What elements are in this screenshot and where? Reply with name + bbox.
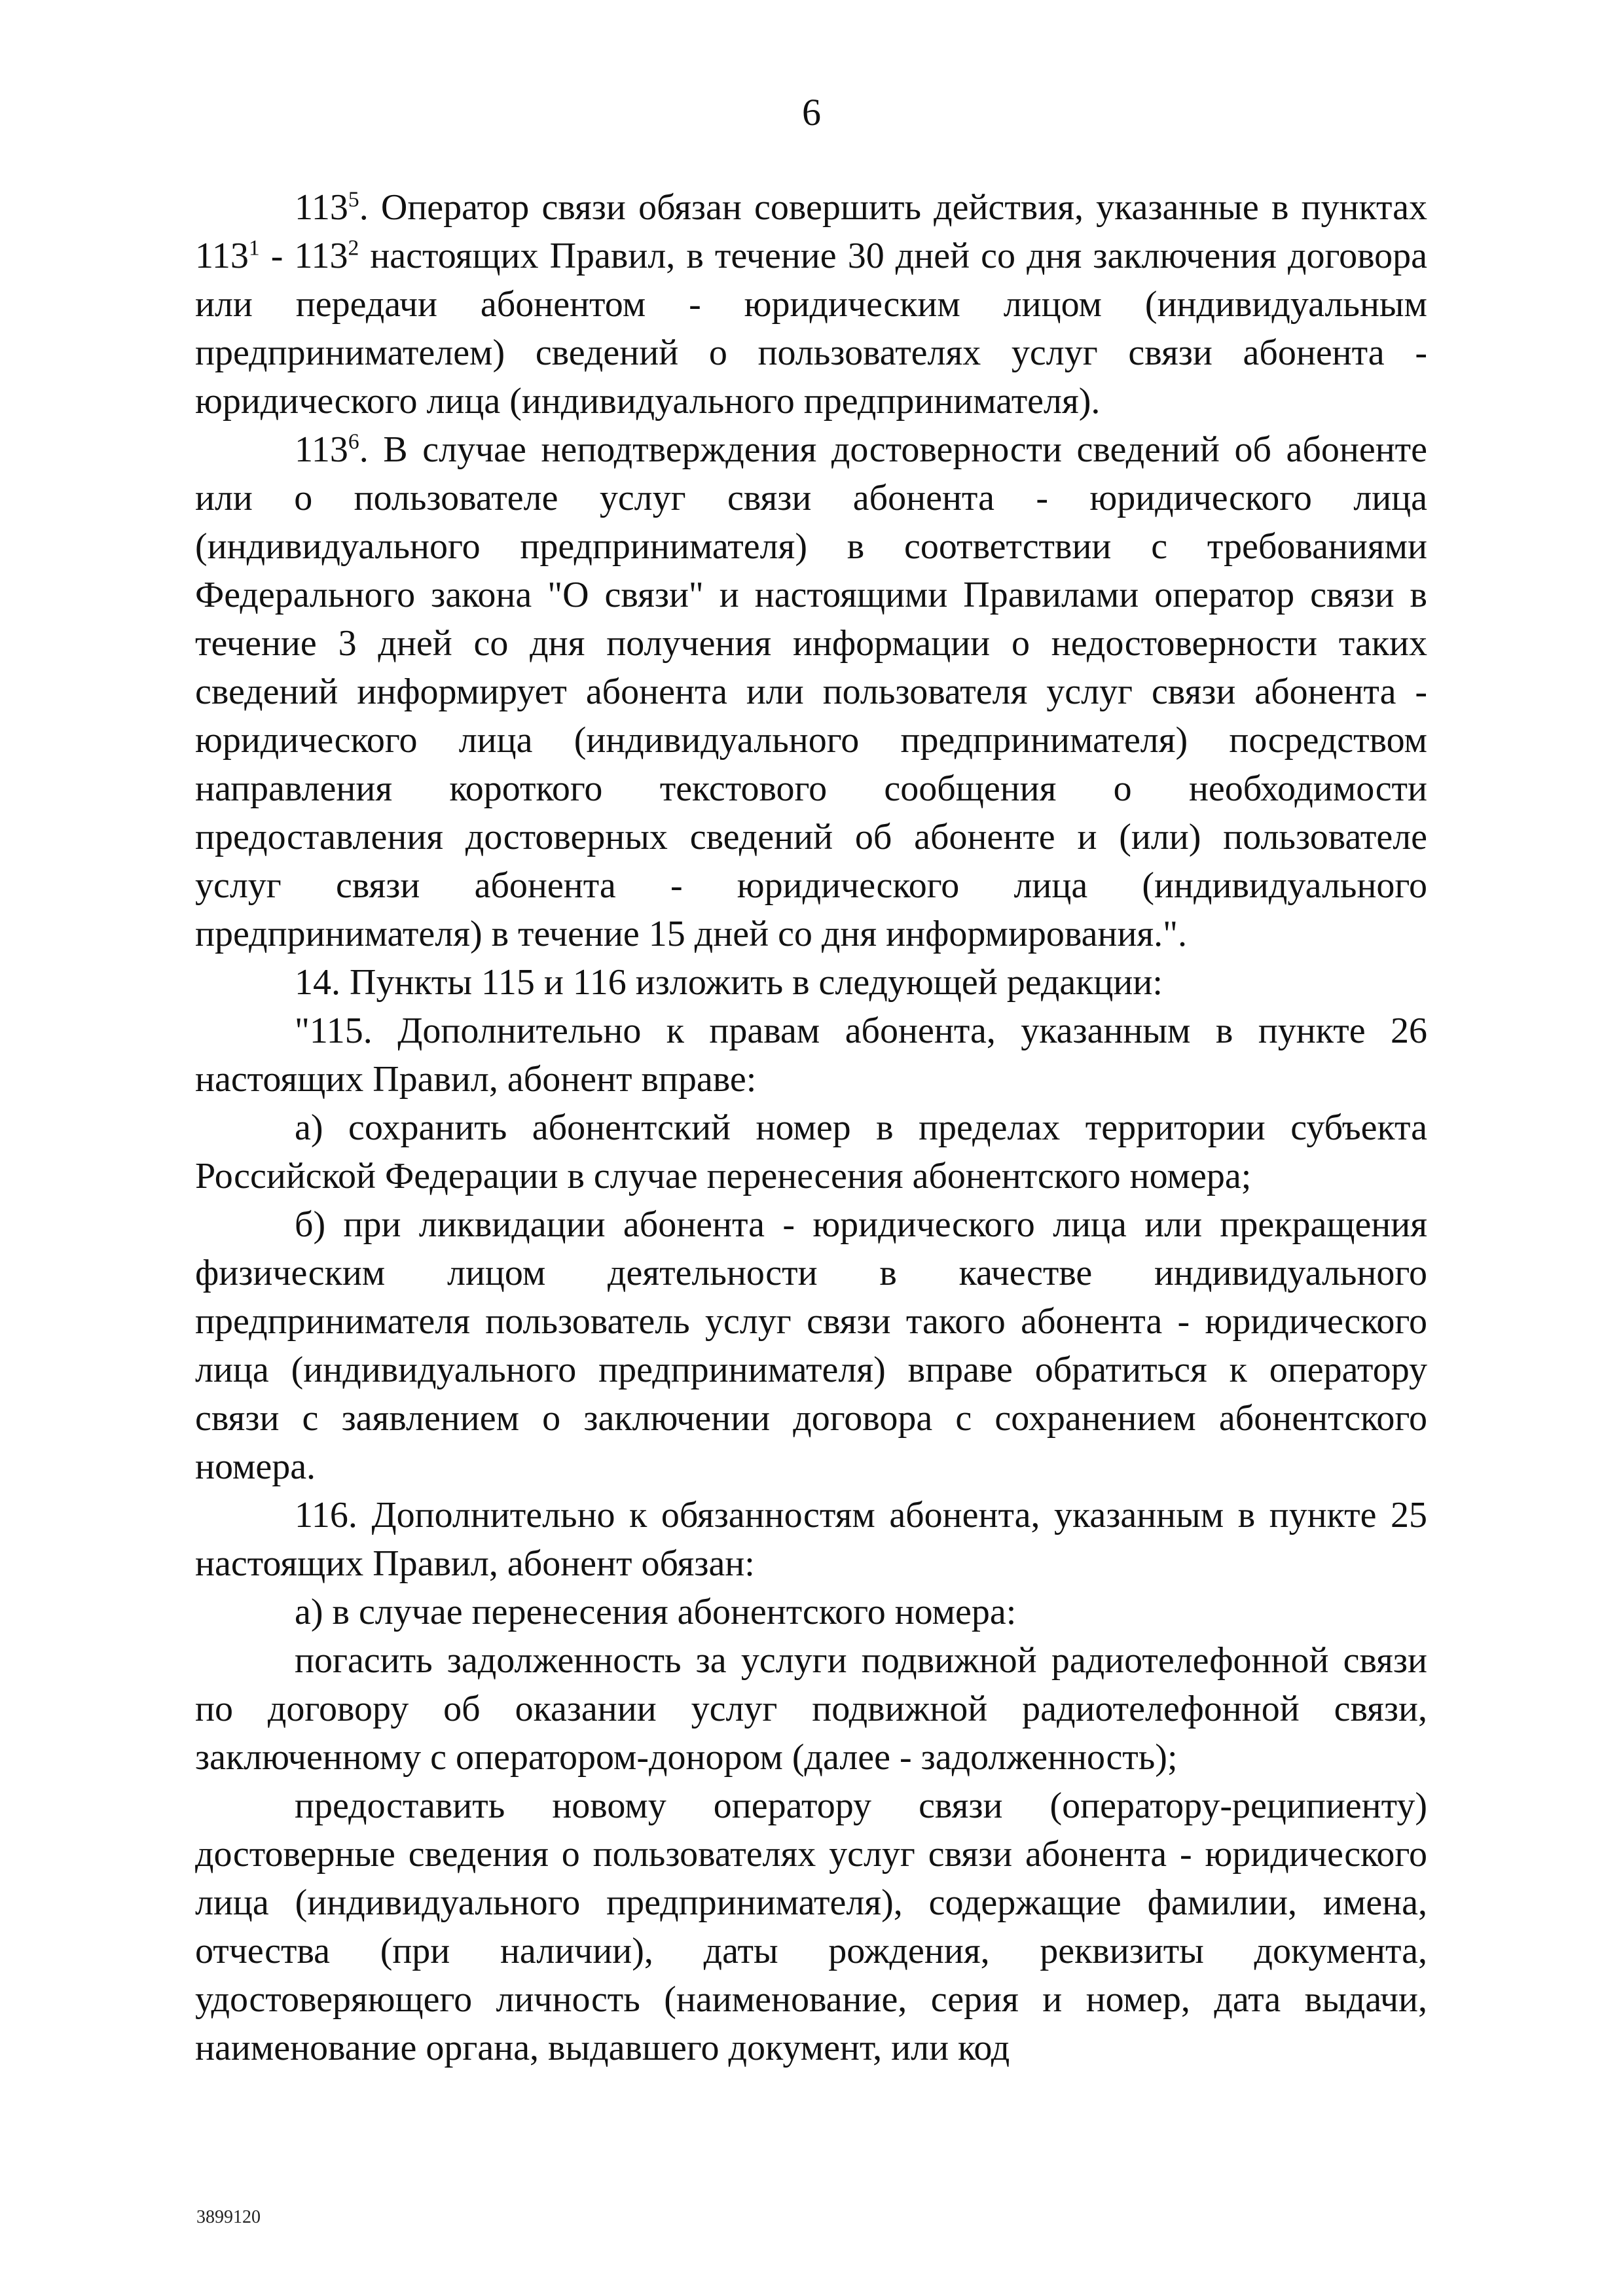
- page-number: 6: [802, 91, 821, 134]
- paragraph-113-5: $113^5$. Оператор связи обязан совершить действия, указанные в пунктах $113^1 - 113^2$ настоящих Правил, в течение 30 дней со дня заключения договора или передачи абонентом - юридическим лицом (индивидуальным предпринимателем) сведений о пользователях услуг связи абонента - юридического лица (индивидуального предпринимателя).: [195, 187, 1427, 422]
- document-body: [195, 183, 1427, 2072]
- paragraph-14: 14. Пункты 115 и 116 изложить в следующей редакции:: [295, 962, 1163, 1003]
- paragraph-113-6: $113^6$. В случае неподтверждения достоверности сведений об абоненте или о пользователе услуг связи абонента - юридического лица (индивидуального предпринимателя) в соответствии с требованиями Федерального закона "О связи" и настоящими Правилами оператор связи в течение 3 дней со дня получения информации о недостоверности таких сведений информирует абонента или пользователя услуг связи абонента - юридического лица (индивидуального предпринимателя) посредством направления короткого текстового сообщения о необходимости предоставления достоверных сведений об абоненте и (или) пользователе услуг связи абонента - юридического лица (индивидуального предпринимателя) в течение 15 дней со дня информирования.".: [195, 429, 1427, 954]
- paragraph-116: 116. Дополнительно к обязанностям абонента, указанным в пункте 25 настоящих Правил, абонент обязан:: [195, 1495, 1427, 1584]
- document-code: 3899120: [196, 2207, 261, 2227]
- paragraph-115: "115. Дополнительно к правам абонента, указанным в пункте 26 настоящих Правил, абонент вправе:: [195, 1011, 1427, 1100]
- paragraph-116-a-1: погасить задолженность за услуги подвижной радиотелефонной связи по договору об оказании услуг подвижной радиотелефонной связи, заключенному с оператором-донором (далее - задолженность);: [195, 1640, 1427, 1778]
- paragraph-115-b: б) при ликвидации абонента - юридического лица или прекращения физическим лицом деятельности в качестве индивидуального предпринимателя пользователь услуг связи такого абонента - юридического лица (индивидуального предпринимателя) вправе обратиться к оператору связи с заявлением о заключении договора с сохранением абонентского номера.: [195, 1204, 1427, 1487]
- paragraph-115-a: а) сохранить абонентский номер в пределах территории субъекта Российской Федерации в случае перенесения абонентского номера;: [195, 1107, 1427, 1196]
- paragraph-116-a-2: предоставить новому оператору связи (оператору-реципиенту) достоверные сведения о пользователях услуг связи абонента - юридического лица (индивидуального предпринимателя), содержащие фамилии, имена, отчества (при наличии), даты рождения, реквизиты документа, удостоверяющего личность (наименование, серия и номер, дата выдачи, наименование органа, выдавшего документ, или код: [195, 1785, 1427, 2068]
- paragraph-116-a: а) в случае перенесения абонентского номера:: [295, 1592, 1017, 1632]
